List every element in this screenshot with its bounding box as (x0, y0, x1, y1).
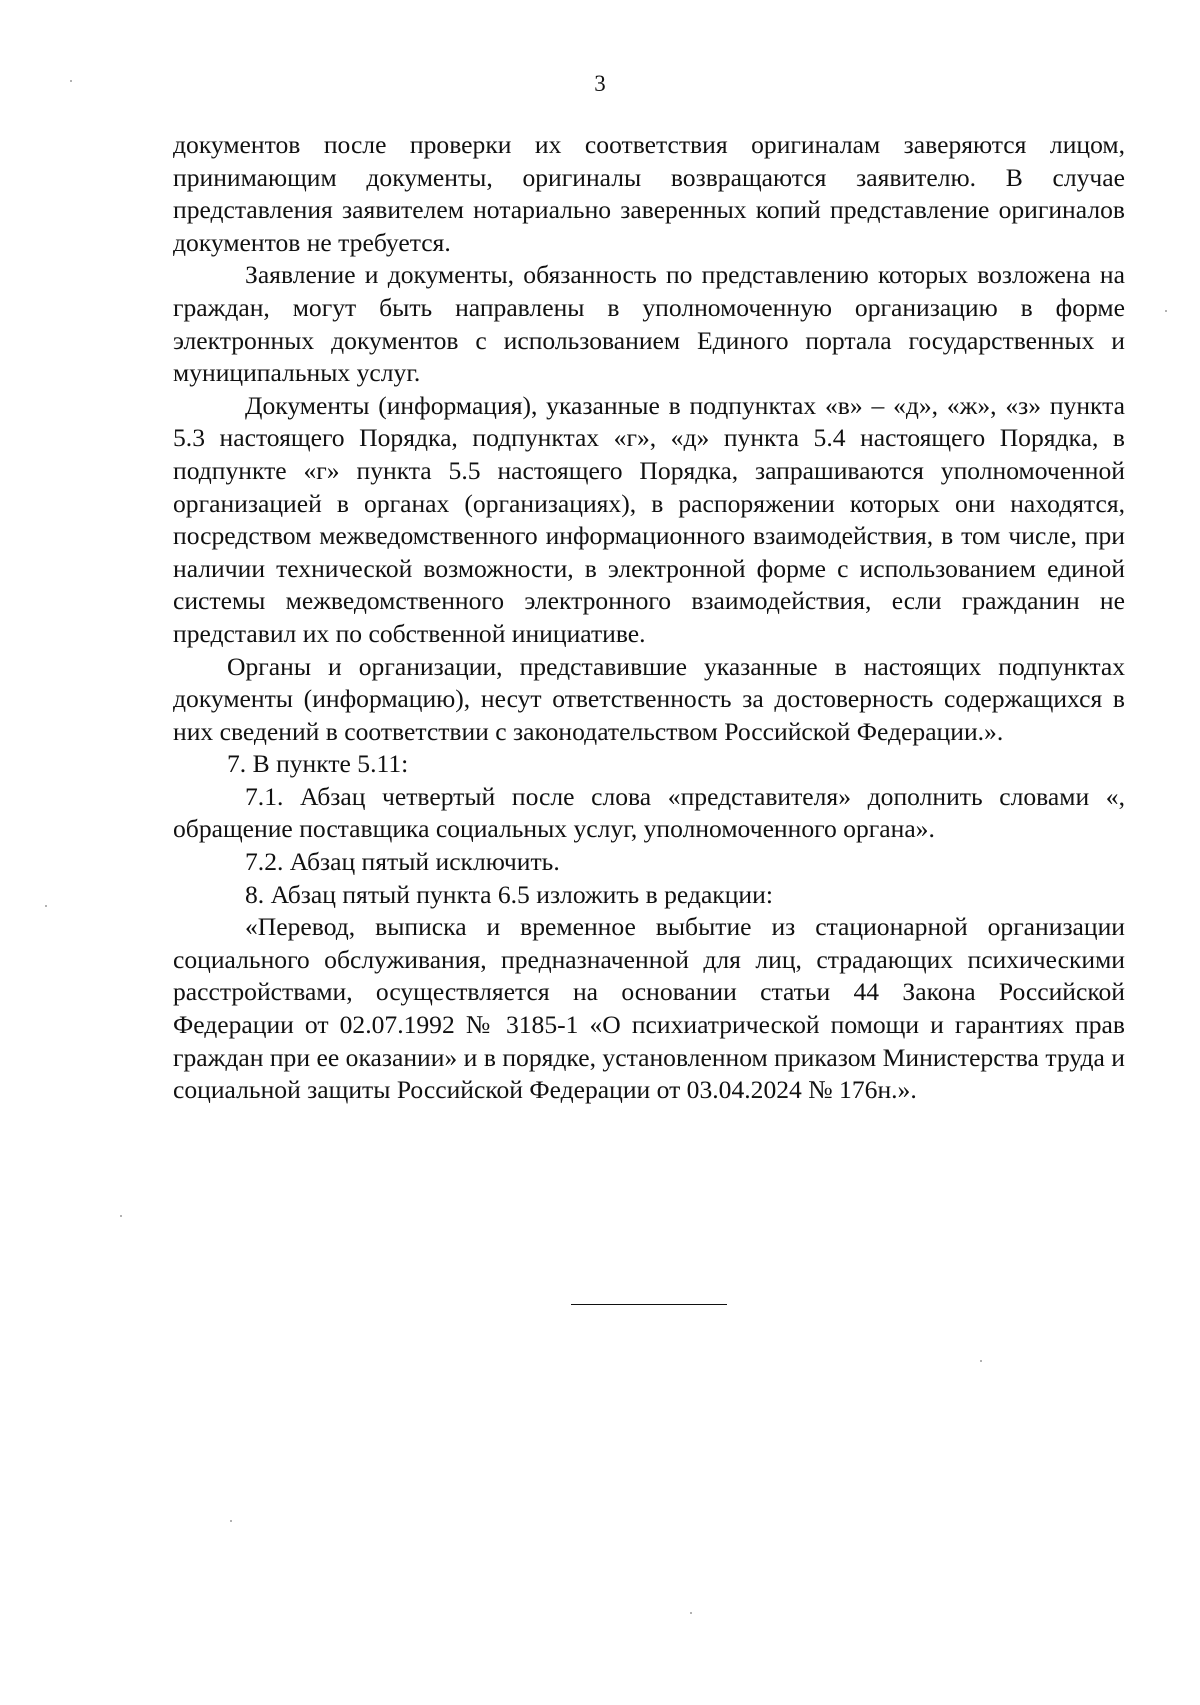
scan-speck (45, 905, 47, 907)
paragraph-interagency-requests: Документы (информация), указанные в подпунктах «в» – «д», «ж», «з» пункта 5.3 настоящего Порядка, подпунктах «г», «д» пункта 5.4 настоящего Порядка, в подпункте «г» пункта 5.5 настоящего Порядка, запрашиваются уполномоченной организацией в органах (организациях), в распоряжении которых они находятся, посредством межведомственного информационного взаимодействия, в том числе, при наличии технической возможности, в электронной форме с использованием единой системы межведомственного электронного взаимодействия, если гражданин не представил их по собственной инициативе. (173, 390, 1125, 648)
document-body (173, 129, 1125, 1107)
paragraph-responsibility: Органы и организации, представившие указанные в настоящих подпунктах документы (информацию), несут ответственность за достоверность содержащихся в них сведений в соответствии с законодательством Российской Федерации.». (173, 651, 1125, 746)
scan-speck (980, 1360, 982, 1362)
scan-speck (120, 1215, 122, 1217)
scan-speck (690, 1612, 692, 1614)
page-number: 3 (594, 71, 606, 96)
scan-speck (230, 1520, 232, 1522)
scan-speck (1165, 310, 1167, 312)
paragraph-item-8: 8. Абзац пятый пункта 6.5 изложить в редакции: (245, 879, 773, 909)
paragraph-electronic-submission: Заявление и документы, обязанность по представлению которых возложена на граждан, могут быть направлены в уполномоченную организацию в форме электронных документов с использованием Единого портала государственных и муниципальных услуг. (173, 260, 1125, 388)
paragraph-new-wording: «Перевод, выписка и временное выбытие из стационарной организации социального обслуживания, предназначенной для лиц, страдающих психическими расстройствами, осуществляется на основании статьи 44 Закона Российской Федерации от 02.07.1992 № 3185-1 «О психиатрической помощи и гарантиях прав граждан при ее оказании» и в порядке, установленном приказом Министерства труда и социальной защиты Российской Федерации от 03.04.2024 № 176н.». (173, 912, 1125, 1105)
paragraph-item-7-1: 7.1. Абзац четвертый после слова «представителя» дополнить словами «, обращение поставщика социальных услуг, уполномоченного органа». (173, 781, 1125, 844)
paragraph-item-7: 7. В пункте 5.11: (227, 749, 409, 779)
paragraph-item-7-2: 7.2. Абзац пятый исключить. (245, 847, 560, 877)
scan-speck (70, 80, 72, 82)
closing-divider-line (571, 1304, 727, 1305)
paragraph-continuation: документов после проверки их соответствия оригиналам заверяются лицом, принимающим документы, оригиналы возвращаются заявителю. В случае представления заявителем нотариально заверенных копий представление оригиналов документов не требуется. (173, 130, 1125, 257)
